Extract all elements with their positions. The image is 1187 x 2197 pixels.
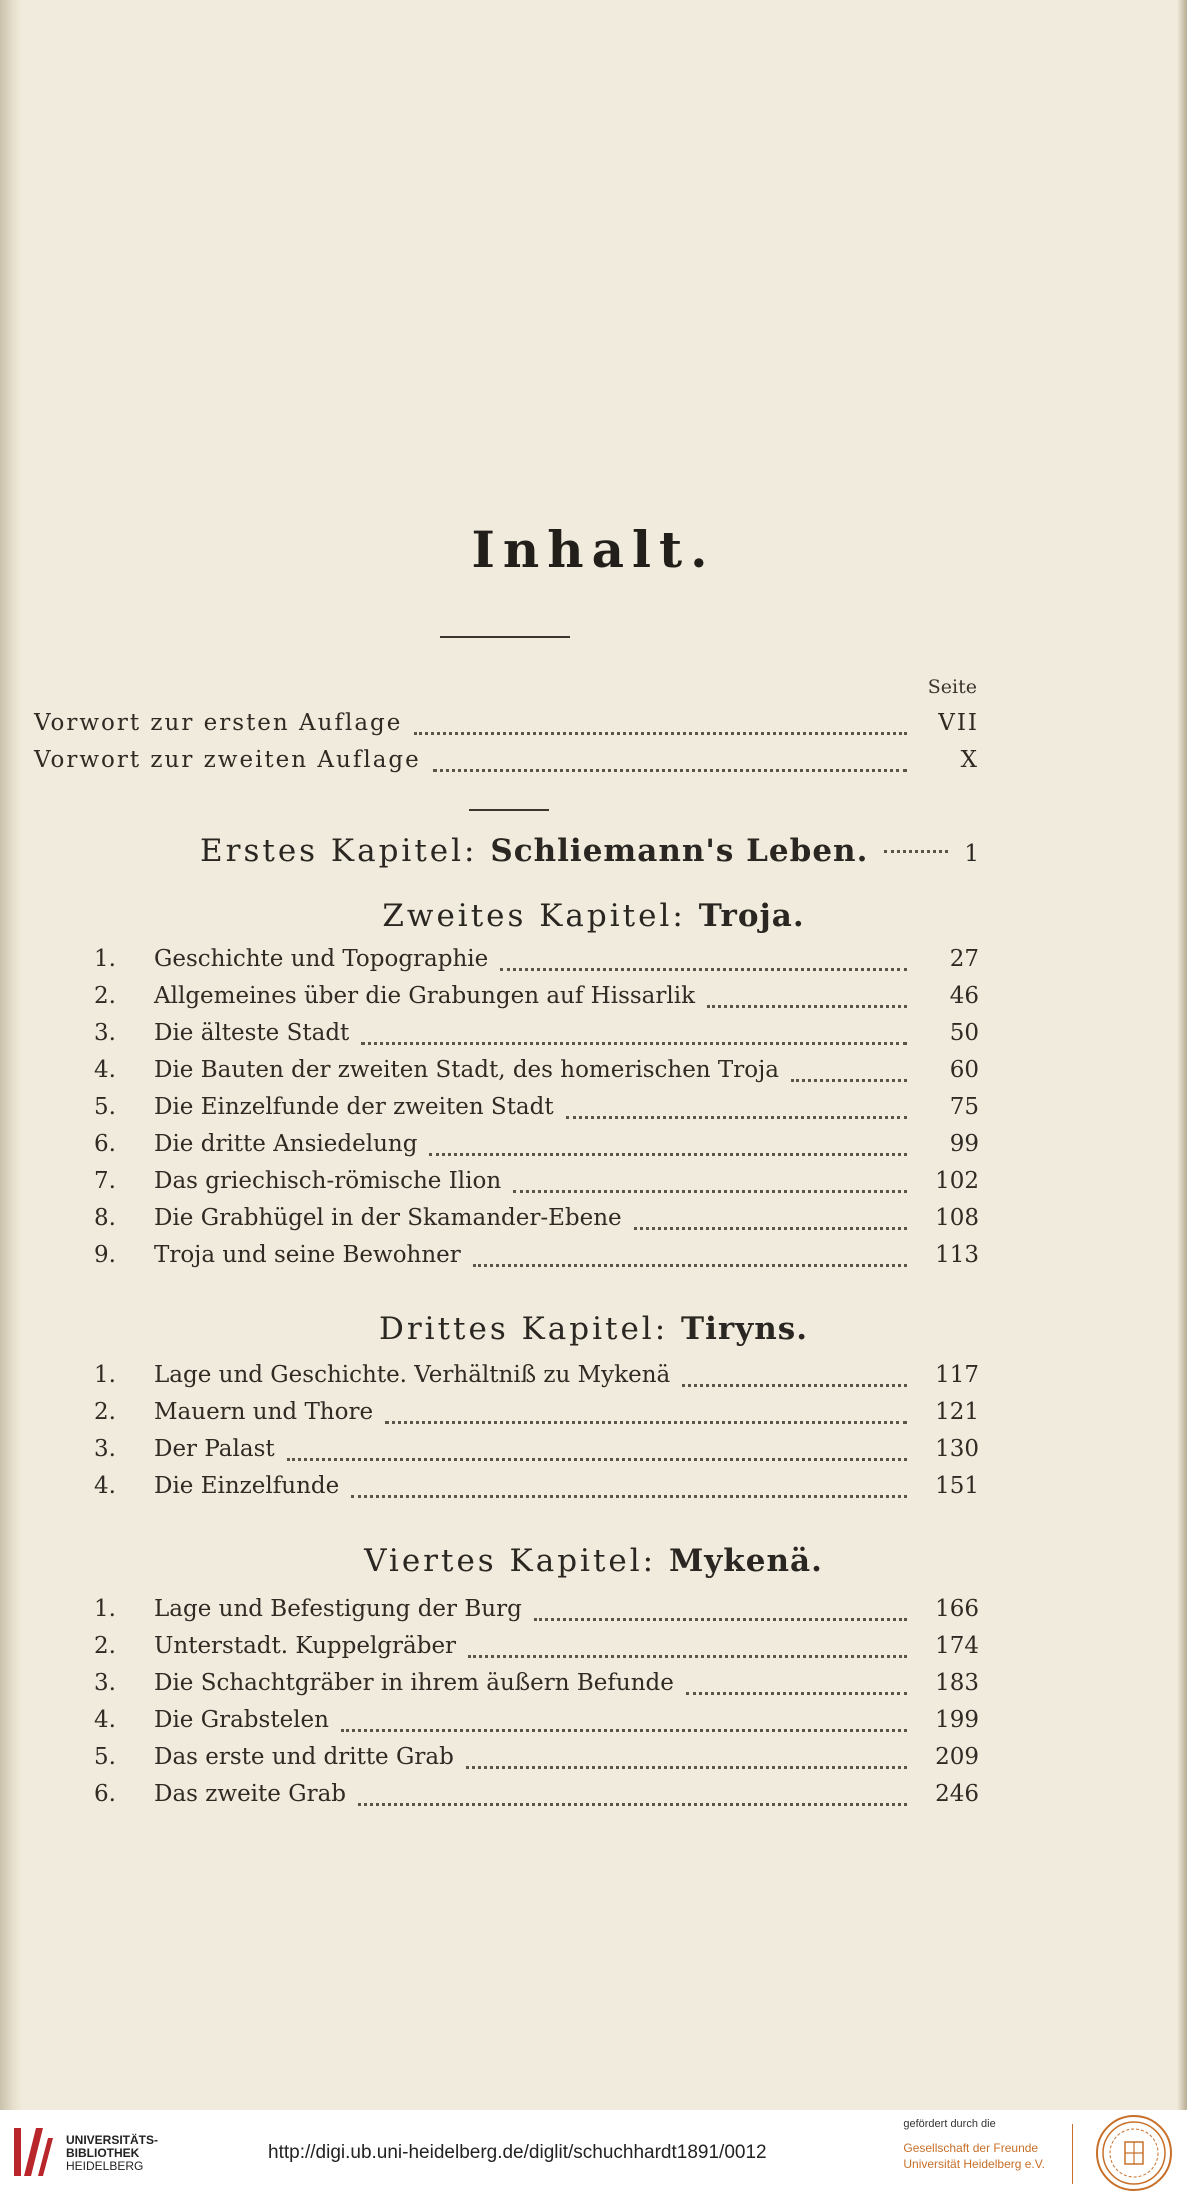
leader-dots xyxy=(791,1079,907,1082)
item-number: 6. xyxy=(94,1131,116,1157)
leader-dots xyxy=(534,1618,907,1621)
list-item xyxy=(94,1168,979,1202)
leader-dots xyxy=(433,769,907,772)
sponsor-block xyxy=(903,2118,1045,2172)
item-page: 199 xyxy=(935,1707,979,1733)
item-number: 5. xyxy=(94,1094,116,1120)
library-name-line-3: HEIDELBERG xyxy=(66,2159,144,2173)
list-item xyxy=(94,1596,979,1630)
item-title: Die Einzelfunde xyxy=(154,1473,340,1499)
sponsor-name-line-2: Universität Heidelberg e.V. xyxy=(903,2157,1045,2171)
list-item xyxy=(94,1131,979,1165)
leader-dots xyxy=(884,850,948,853)
chapter-1-heading xyxy=(200,833,979,873)
item-title: Die Bauten der zweiten Stadt, des homerischen Troja xyxy=(154,1057,779,1083)
section-divider xyxy=(469,809,549,811)
item-number: 8. xyxy=(94,1205,116,1231)
item-number: 1. xyxy=(94,1362,116,1388)
item-title: Troja und seine Bewohner xyxy=(154,1242,461,1268)
leader-dots xyxy=(686,1692,907,1695)
item-title: Die Grabhügel in der Skamander-Ebene xyxy=(154,1205,622,1231)
leader-dots xyxy=(707,1005,907,1008)
item-page: 102 xyxy=(935,1168,979,1194)
item-title: Die Einzelfunde der zweiten Stadt xyxy=(154,1094,554,1120)
item-title: Das erste und dritte Grab xyxy=(154,1744,454,1770)
list-item xyxy=(94,1057,979,1091)
item-page: 117 xyxy=(935,1362,979,1388)
item-title: Mauern und Thore xyxy=(154,1399,374,1425)
list-item xyxy=(94,1781,979,1815)
leader-dots xyxy=(287,1458,907,1461)
leader-dots xyxy=(351,1495,907,1498)
leader-dots xyxy=(341,1729,907,1732)
leader-dots xyxy=(414,732,907,735)
university-seal-icon xyxy=(1095,2114,1173,2192)
chapter-prefix: Zweites Kapitel: xyxy=(382,898,686,934)
leader-dots xyxy=(473,1264,907,1267)
item-page: 27 xyxy=(949,946,979,972)
leader-dots xyxy=(429,1153,907,1156)
toc-foreword-2 xyxy=(34,747,979,781)
item-page: 130 xyxy=(935,1436,979,1462)
item-title: Der Palast xyxy=(154,1436,275,1462)
chapter-4-heading xyxy=(0,1543,1187,1579)
leader-dots xyxy=(634,1227,907,1230)
chapter-2-heading xyxy=(0,898,1187,934)
list-item xyxy=(94,946,979,980)
list-item xyxy=(94,983,979,1017)
toc-entry-page: X xyxy=(960,747,979,773)
chapter-prefix: Drittes Kapitel: xyxy=(378,1311,669,1347)
toc-foreword-1 xyxy=(34,710,979,744)
leader-dots xyxy=(466,1766,907,1769)
item-page: 46 xyxy=(949,983,979,1009)
item-number: 3. xyxy=(94,1670,116,1696)
item-number: 6. xyxy=(94,1781,116,1807)
list-item xyxy=(94,1205,979,1239)
item-title: Die Schachtgräber in ihrem äußern Befunde xyxy=(154,1670,674,1696)
item-number: 4. xyxy=(94,1707,116,1733)
chapter-3-heading xyxy=(0,1311,1187,1347)
item-number: 2. xyxy=(94,983,116,1009)
item-title: Die älteste Stadt xyxy=(154,1020,350,1046)
university-library-logo-icon xyxy=(12,2124,54,2180)
list-item xyxy=(94,1094,979,1128)
chapter-name: Schliemann's Leben. xyxy=(490,833,869,869)
item-title: Geschichte und Topographie xyxy=(154,946,489,972)
item-number: 3. xyxy=(94,1020,116,1046)
list-item xyxy=(94,1744,979,1778)
chapter-name: Tiryns. xyxy=(681,1311,809,1347)
item-number: 5. xyxy=(94,1744,116,1770)
item-title: Die dritte Ansiedelung xyxy=(154,1131,418,1157)
leader-dots xyxy=(682,1384,907,1387)
page-title: Inhalt. xyxy=(471,520,716,579)
item-page: 183 xyxy=(935,1670,979,1696)
leader-dots xyxy=(500,968,907,971)
item-page: 121 xyxy=(935,1399,979,1425)
list-item xyxy=(94,1633,979,1667)
list-item xyxy=(94,1473,979,1507)
list-item xyxy=(94,1362,979,1396)
item-number: 1. xyxy=(94,946,116,972)
chapter-prefix: Erstes Kapitel: xyxy=(200,833,478,869)
chapter-prefix: Viertes Kapitel: xyxy=(364,1543,657,1579)
item-number: 3. xyxy=(94,1436,116,1462)
leader-dots xyxy=(468,1655,907,1658)
sponsor-name-line-1: Gesellschaft der Freunde xyxy=(903,2141,1039,2155)
chapter-page: 1 xyxy=(964,841,979,867)
item-page: 166 xyxy=(935,1596,979,1622)
item-page: 113 xyxy=(935,1242,979,1268)
item-page: 108 xyxy=(935,1205,979,1231)
list-item xyxy=(94,1436,979,1470)
chapter-name: Mykenä. xyxy=(668,1543,823,1579)
item-page: 75 xyxy=(949,1094,979,1120)
item-number: 7. xyxy=(94,1168,116,1194)
item-page: 246 xyxy=(935,1781,979,1807)
item-page: 209 xyxy=(935,1744,979,1770)
library-name-line-1: UNIVERSITÄTS- xyxy=(66,2133,159,2147)
leader-dots xyxy=(361,1042,907,1045)
item-number: 9. xyxy=(94,1242,116,1268)
leader-dots xyxy=(566,1116,907,1119)
list-item xyxy=(94,1242,979,1276)
permalink-url[interactable]: http://digi.ub.uni-heidelberg.de/diglit/schuchhardt1891/0012 xyxy=(268,2142,767,2163)
item-title: Die Grabstelen xyxy=(154,1707,329,1733)
item-number: 4. xyxy=(94,1057,116,1083)
sponsor-intro: gefördert durch die xyxy=(903,2118,996,2130)
item-page: 151 xyxy=(935,1473,979,1499)
item-page: 174 xyxy=(935,1633,979,1659)
library-name xyxy=(66,2134,158,2173)
toc-entry-title: Vorwort zur ersten Auflage xyxy=(34,710,403,736)
toc-entry-page: VII xyxy=(938,710,979,736)
item-number: 2. xyxy=(94,1399,116,1425)
library-name-line-2: BIBLIOTHEK xyxy=(66,2146,140,2160)
title-divider xyxy=(440,636,570,638)
list-item xyxy=(94,1707,979,1741)
item-page: 60 xyxy=(949,1057,979,1083)
leader-dots xyxy=(358,1803,907,1806)
item-title: Unterstadt. Kuppelgräber xyxy=(154,1633,457,1659)
footer-divider xyxy=(1072,2124,1073,2184)
list-item xyxy=(94,1399,979,1433)
list-item xyxy=(94,1020,979,1054)
item-title: Allgemeines über die Grabungen auf Hissarlik xyxy=(154,983,696,1009)
item-title: Lage und Befestigung der Burg xyxy=(154,1596,522,1622)
leader-dots xyxy=(513,1190,907,1193)
item-title: Das griechisch-römische Ilion xyxy=(154,1168,502,1194)
item-title: Lage und Geschichte. Verhältniß zu Mykenä xyxy=(154,1362,671,1388)
item-number: 1. xyxy=(94,1596,116,1622)
item-page: 99 xyxy=(949,1131,979,1157)
item-title: Das zweite Grab xyxy=(154,1781,347,1807)
toc-entry-title: Vorwort zur zweiten Auflage xyxy=(34,747,421,773)
item-number: 2. xyxy=(94,1633,116,1659)
leader-dots xyxy=(385,1421,907,1424)
seite-column-label: Seite xyxy=(927,676,977,698)
item-number: 4. xyxy=(94,1473,116,1499)
list-item xyxy=(94,1670,979,1704)
chapter-name: Troja. xyxy=(698,898,805,934)
item-page: 50 xyxy=(949,1020,979,1046)
